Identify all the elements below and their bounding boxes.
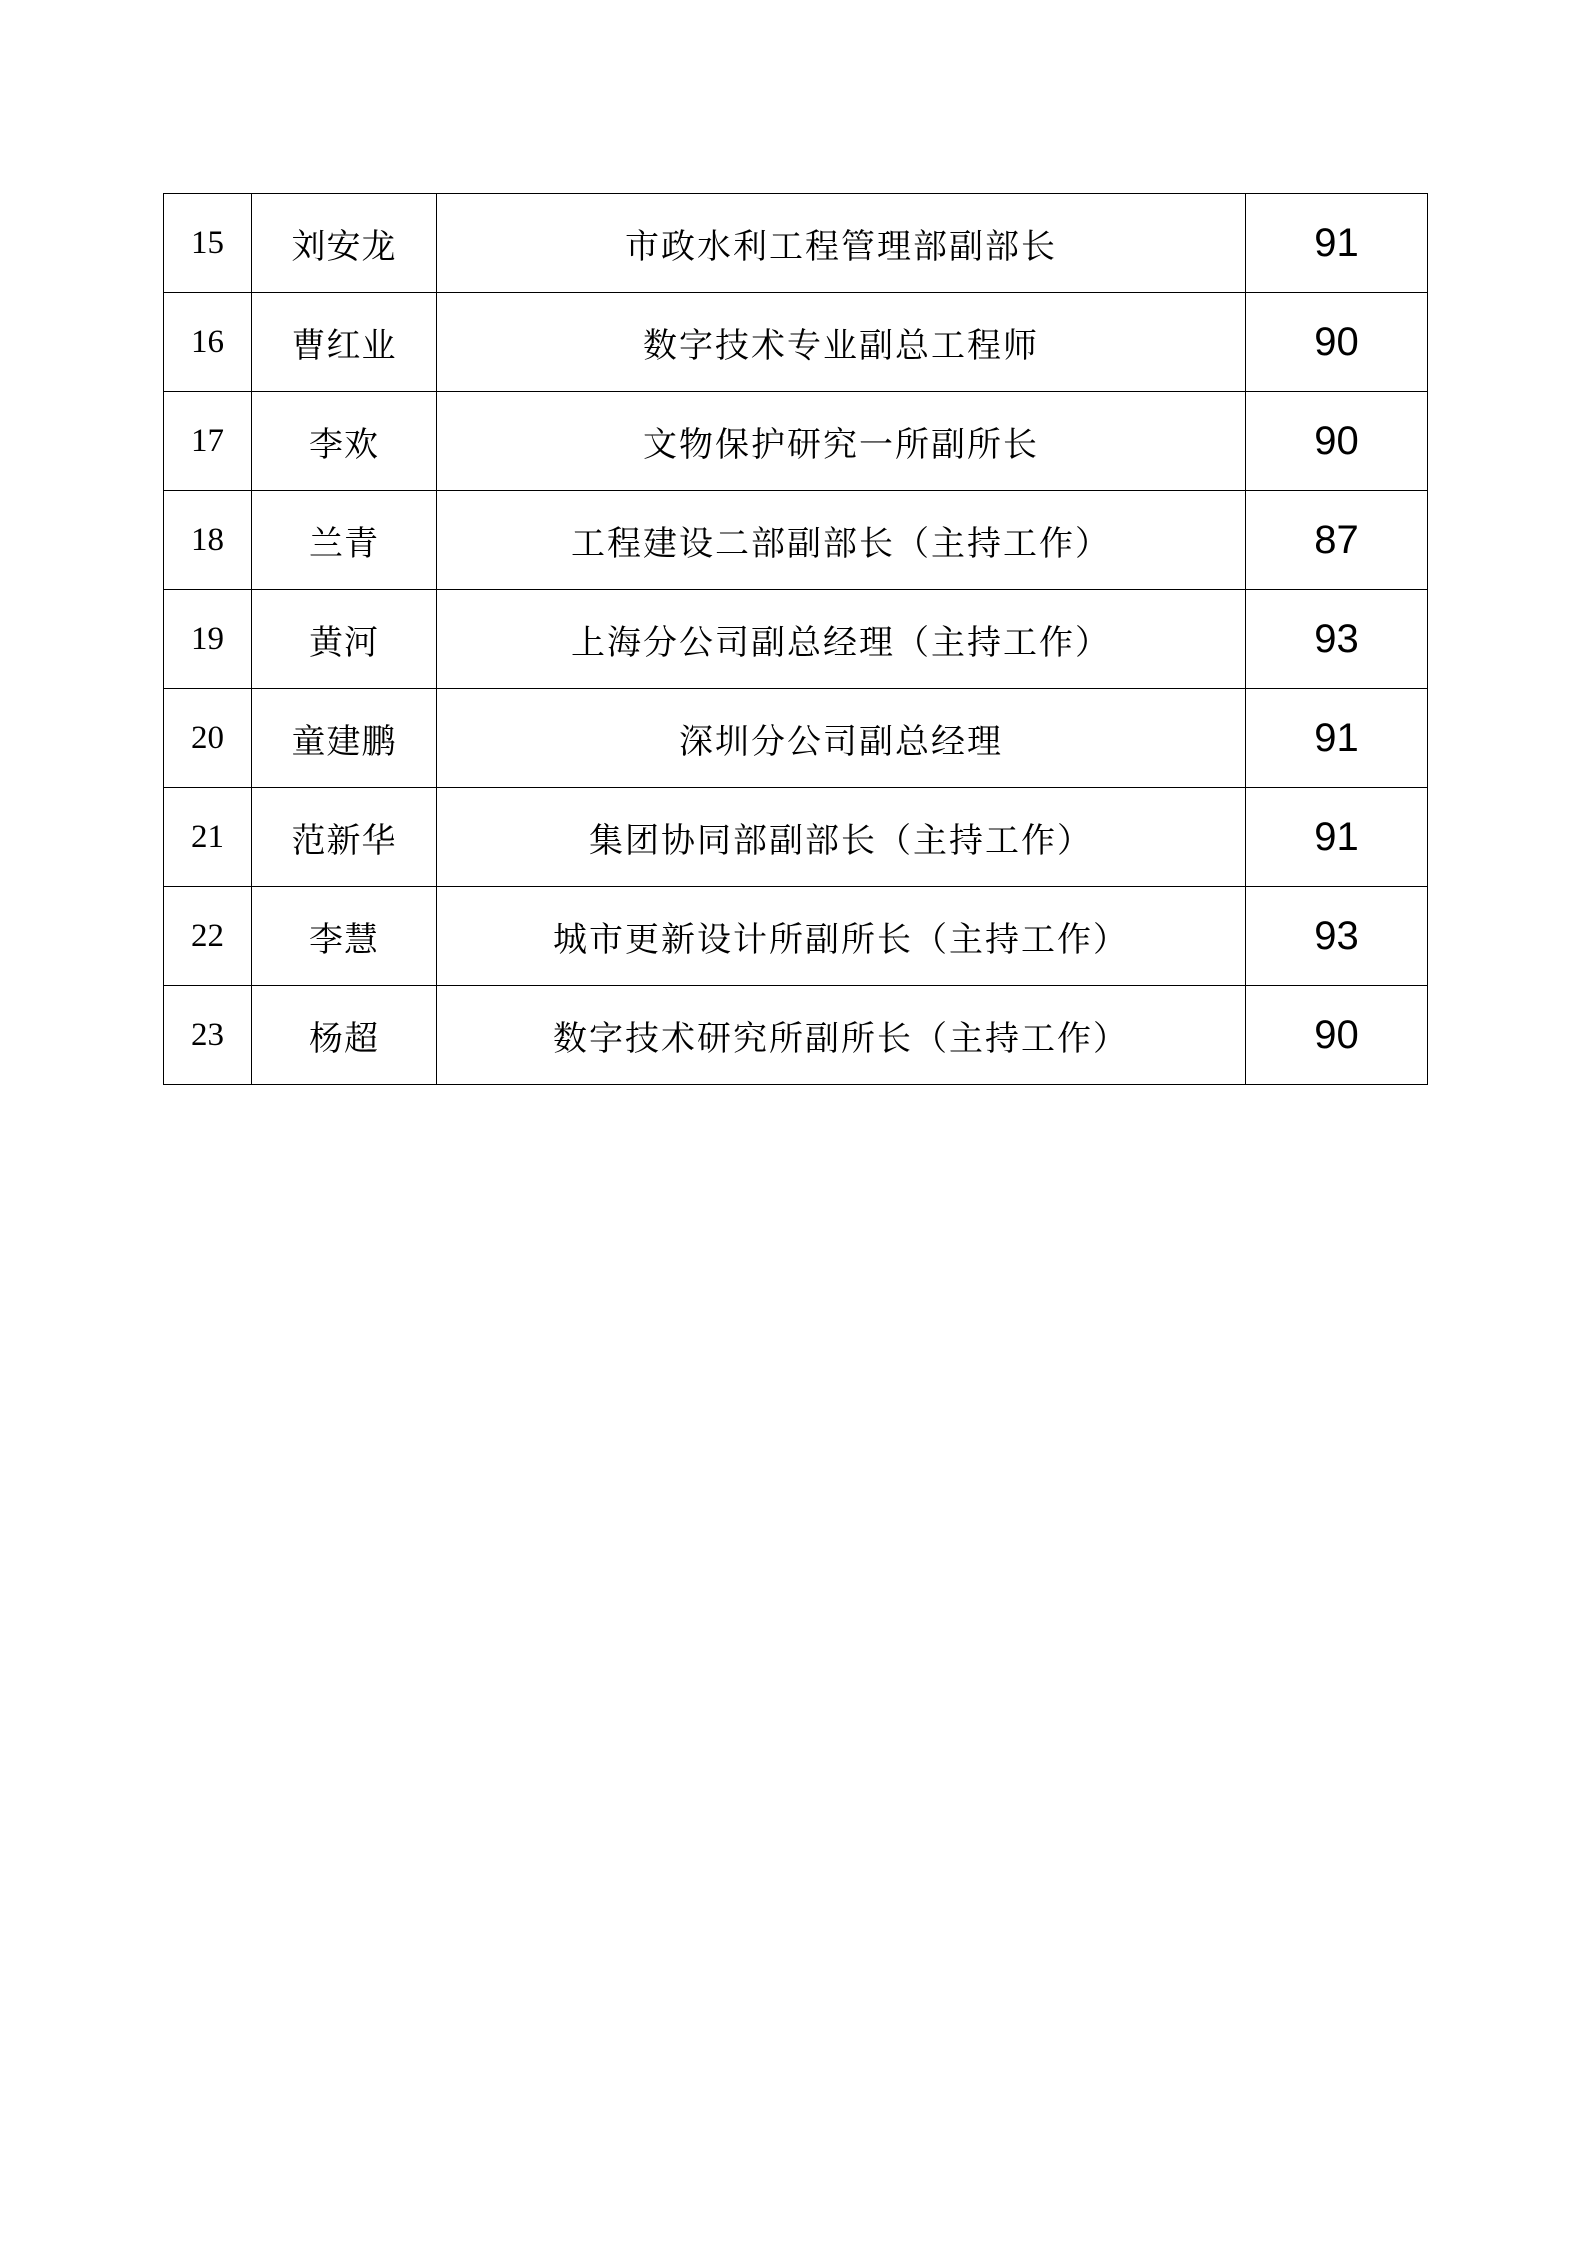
person-name: 李欢 bbox=[252, 392, 437, 491]
score-value: 93 bbox=[1246, 590, 1428, 689]
person-name: 曹红业 bbox=[252, 293, 437, 392]
position-title: 工程建设二部副部长（主持工作） bbox=[437, 491, 1246, 590]
score-value: 90 bbox=[1246, 986, 1428, 1085]
table-row bbox=[164, 590, 1428, 689]
score-value: 90 bbox=[1246, 392, 1428, 491]
table-row bbox=[164, 194, 1428, 293]
score-value: 91 bbox=[1246, 194, 1428, 293]
person-name: 李慧 bbox=[252, 887, 437, 986]
person-name: 黄河 bbox=[252, 590, 437, 689]
position-title: 市政水利工程管理部副部长 bbox=[437, 194, 1246, 293]
row-index: 18 bbox=[164, 491, 252, 590]
table-row bbox=[164, 392, 1428, 491]
score-value: 87 bbox=[1246, 491, 1428, 590]
row-index: 19 bbox=[164, 590, 252, 689]
row-index: 20 bbox=[164, 689, 252, 788]
person-name: 童建鹏 bbox=[252, 689, 437, 788]
roster-table bbox=[163, 193, 1428, 1085]
position-title: 城市更新设计所副所长（主持工作） bbox=[437, 887, 1246, 986]
roster-table-body bbox=[164, 194, 1428, 1085]
position-title: 数字技术专业副总工程师 bbox=[437, 293, 1246, 392]
person-name: 杨超 bbox=[252, 986, 437, 1085]
table-row bbox=[164, 887, 1428, 986]
table-row bbox=[164, 293, 1428, 392]
person-name: 兰青 bbox=[252, 491, 437, 590]
score-value: 91 bbox=[1246, 788, 1428, 887]
person-name: 范新华 bbox=[252, 788, 437, 887]
table-row bbox=[164, 788, 1428, 887]
row-index: 22 bbox=[164, 887, 252, 986]
score-value: 91 bbox=[1246, 689, 1428, 788]
position-title: 文物保护研究一所副所长 bbox=[437, 392, 1246, 491]
row-index: 23 bbox=[164, 986, 252, 1085]
position-title: 集团协同部副部长（主持工作） bbox=[437, 788, 1246, 887]
row-index: 17 bbox=[164, 392, 252, 491]
score-value: 90 bbox=[1246, 293, 1428, 392]
score-value: 93 bbox=[1246, 887, 1428, 986]
row-index: 15 bbox=[164, 194, 252, 293]
table-row bbox=[164, 491, 1428, 590]
position-title: 上海分公司副总经理（主持工作） bbox=[437, 590, 1246, 689]
position-title: 深圳分公司副总经理 bbox=[437, 689, 1246, 788]
row-index: 21 bbox=[164, 788, 252, 887]
position-title: 数字技术研究所副所长（主持工作） bbox=[437, 986, 1246, 1085]
table-row bbox=[164, 986, 1428, 1085]
person-name: 刘安龙 bbox=[252, 194, 437, 293]
table-row bbox=[164, 689, 1428, 788]
row-index: 16 bbox=[164, 293, 252, 392]
